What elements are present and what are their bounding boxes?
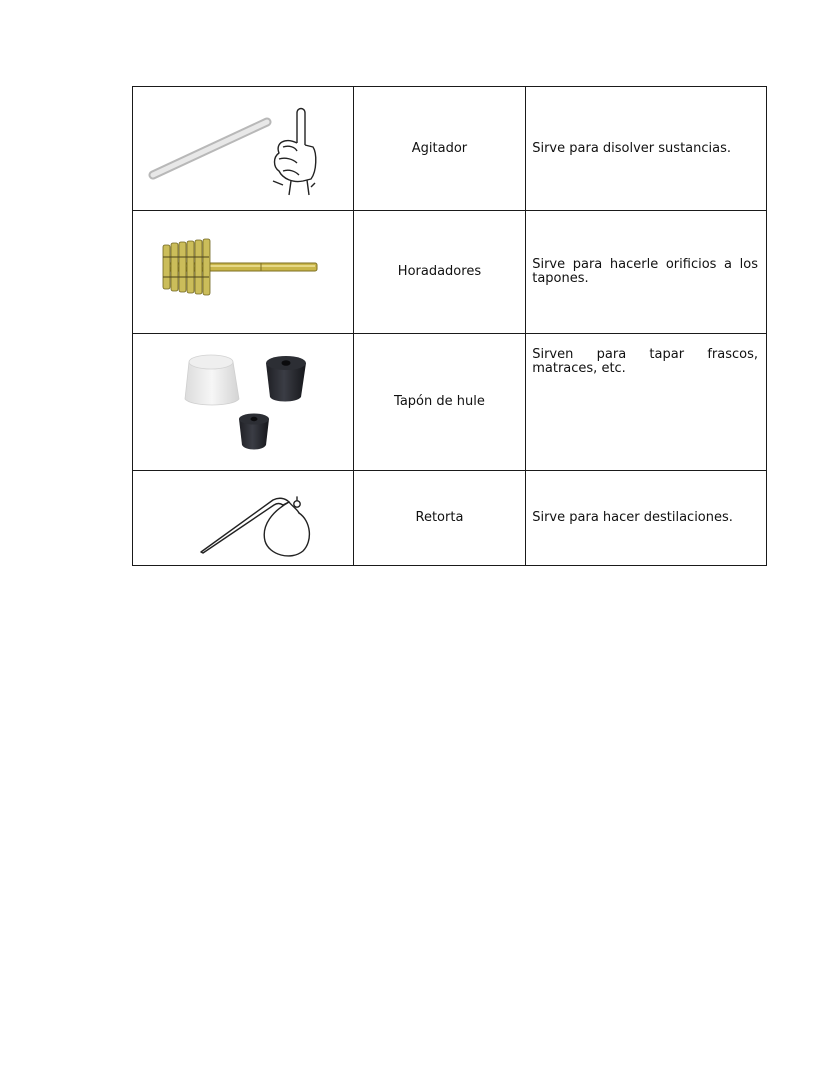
equipment-description: Sirve para hacerle orificios a los tapones. [526,211,767,334]
table-row [133,471,767,566]
table-row [133,87,767,211]
image-cell [133,87,354,211]
lab-equipment-table [132,86,767,566]
rubber-stopper-icon [133,341,353,463]
equipment-name: Horadadores [353,211,526,334]
stirring-rod-icon [133,87,353,210]
equipment-description: Sirven para tapar frascos, matraces, etc. [526,334,767,471]
image-cell [133,471,354,566]
table-row [133,334,767,471]
equipment-name: Tapón de hule [353,334,526,471]
equipment-name: Retorta [353,471,526,566]
image-cell [133,211,354,334]
table-row [133,211,767,334]
equipment-name: Agitador [353,87,526,211]
cork-borer-icon [133,211,353,333]
equipment-description: Sirve para hacer destilaciones. [526,471,767,566]
retort-icon [133,471,353,565]
image-cell [133,334,354,471]
equipment-description: Sirve para disolver sustancias. [526,87,767,211]
